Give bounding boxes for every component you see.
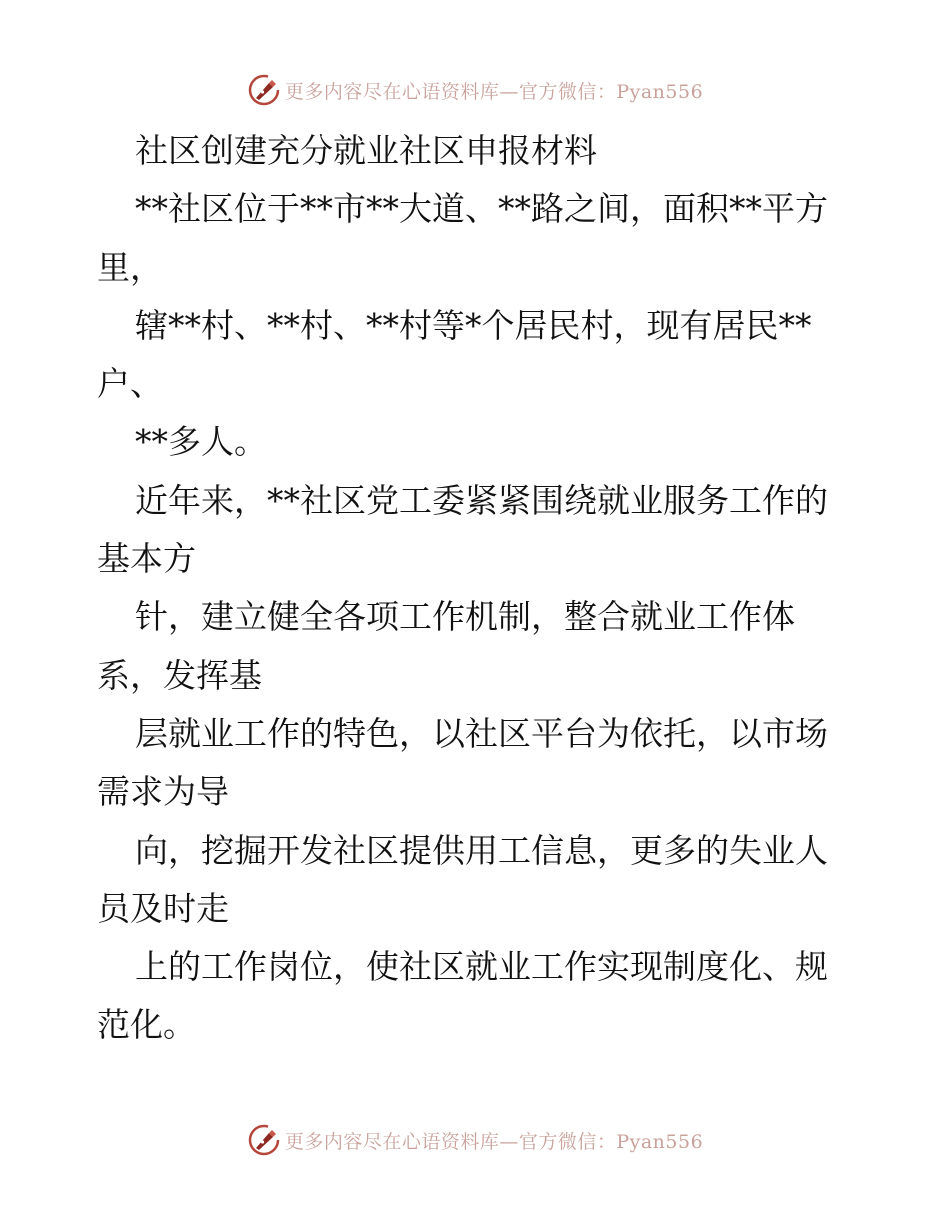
document-line: 社区创建充分就业社区申报材料 — [135, 131, 597, 170]
document-line: 范化。 — [97, 1005, 196, 1045]
document-line: 辖**村、**村、**村等*个居民村，现有居民** — [135, 305, 812, 345]
header-watermark-banner — [0, 70, 950, 110]
document-line: 上的工作岗位，使社区就业工作实现制度化、规 — [135, 947, 828, 987]
pen-nib-logo-icon — [247, 1123, 281, 1157]
document-line: 需求为导 — [97, 772, 229, 812]
document-line: 基本方 — [97, 539, 196, 579]
document-line: 里， — [97, 247, 163, 287]
document-line: 近年来，**社区党工委紧紧围绕就业服务工作的 — [135, 480, 828, 520]
document-line: 向，挖掘开发社区提供用工信息，更多的失业人 — [135, 830, 828, 870]
footer-watermark-text: 更多内容尽在心语资料库—官方微信：Pyan556 — [284, 1130, 704, 1153]
document-line: 层就业工作的特色，以社区平台为依托，以市场 — [135, 713, 828, 753]
document-line: **社区位于**市**大道、**路之间，面积**平方 — [135, 189, 828, 229]
header-watermark-text: 更多内容尽在心语资料库—官方微信：Pyan556 — [284, 80, 704, 103]
footer-watermark-banner — [0, 1120, 950, 1160]
document-line: 员及时走 — [97, 888, 229, 928]
pen-nib-logo-icon — [247, 73, 281, 107]
document-line: 系，发挥基 — [97, 655, 262, 695]
document-line: **多人。 — [135, 422, 267, 462]
document-line: 针，建立健全各项工作机制，整合就业工作体 — [135, 597, 795, 637]
document-line: 户、 — [97, 364, 163, 404]
document-body — [97, 122, 857, 1055]
